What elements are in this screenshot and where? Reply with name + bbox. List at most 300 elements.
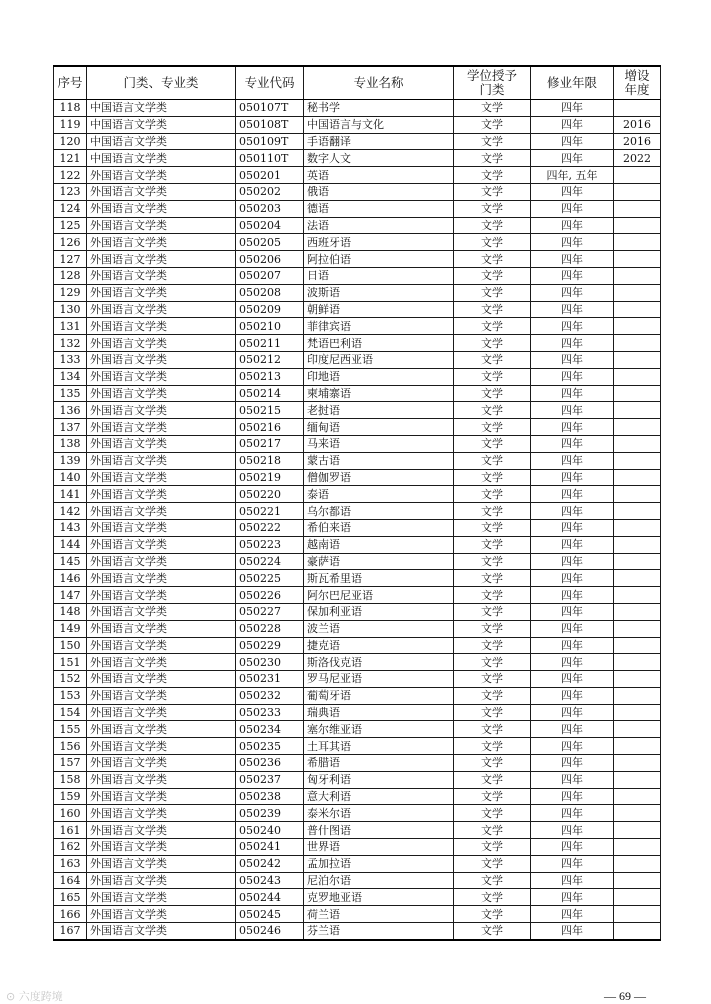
table-row <box>54 351 661 368</box>
cell-code: 050211 <box>236 335 304 352</box>
cell-seq: 145 <box>54 553 87 570</box>
cell-name: 荷兰语 <box>304 906 454 923</box>
cell-code: 050208 <box>236 284 304 301</box>
cell-category: 外国语言文学类 <box>87 671 236 688</box>
cell-name: 越南语 <box>304 536 454 553</box>
cell-category: 外国语言文学类 <box>87 419 236 436</box>
cell-name: 印地语 <box>304 368 454 385</box>
cell-duration: 四年 <box>531 822 614 839</box>
cell-code: 050231 <box>236 671 304 688</box>
header-year <box>614 66 661 100</box>
cell-degree: 文学 <box>454 469 531 486</box>
cell-code: 050224 <box>236 553 304 570</box>
cell-year <box>614 553 661 570</box>
cell-code: 050221 <box>236 503 304 520</box>
cell-name: 豪萨语 <box>304 553 454 570</box>
table-row <box>54 133 661 150</box>
cell-duration: 四年 <box>531 150 614 167</box>
cell-category: 外国语言文学类 <box>87 267 236 284</box>
cell-seq: 135 <box>54 385 87 402</box>
table-row <box>54 788 661 805</box>
cell-code: 050232 <box>236 687 304 704</box>
cell-degree: 文学 <box>454 637 531 654</box>
cell-year <box>614 855 661 872</box>
cell-category: 外国语言文学类 <box>87 167 236 184</box>
cell-duration: 四年, 五年 <box>531 167 614 184</box>
cell-year <box>614 167 661 184</box>
cell-category: 外国语言文学类 <box>87 301 236 318</box>
cell-category: 外国语言文学类 <box>87 469 236 486</box>
cell-name: 尼泊尔语 <box>304 872 454 889</box>
cell-category: 外国语言文学类 <box>87 704 236 721</box>
cell-name: 斯洛伐克语 <box>304 654 454 671</box>
cell-name: 西班牙语 <box>304 234 454 251</box>
cell-seq: 120 <box>54 133 87 150</box>
cell-year <box>614 301 661 318</box>
cell-seq: 140 <box>54 469 87 486</box>
cell-seq: 157 <box>54 755 87 772</box>
cell-name: 世界语 <box>304 839 454 856</box>
cell-duration: 四年 <box>531 351 614 368</box>
cell-code: 050226 <box>236 587 304 604</box>
cell-seq: 155 <box>54 721 87 738</box>
cell-category: 中国语言文学类 <box>87 150 236 167</box>
cell-degree: 文学 <box>454 587 531 604</box>
cell-code: 050241 <box>236 839 304 856</box>
cell-code: 050223 <box>236 536 304 553</box>
table-body <box>54 100 661 940</box>
table-row <box>54 654 661 671</box>
cell-seq: 134 <box>54 368 87 385</box>
cell-name: 克罗地亚语 <box>304 889 454 906</box>
cell-name: 土耳其语 <box>304 738 454 755</box>
cell-seq: 144 <box>54 536 87 553</box>
table-row <box>54 486 661 503</box>
cell-degree: 文学 <box>454 419 531 436</box>
cell-seq: 118 <box>54 100 87 117</box>
cell-category: 外国语言文学类 <box>87 402 236 419</box>
table-row <box>54 771 661 788</box>
cell-seq: 154 <box>54 704 87 721</box>
header-category: 门类、专业类 <box>87 66 236 100</box>
major-catalog-table <box>53 65 661 941</box>
cell-category: 外国语言文学类 <box>87 839 236 856</box>
table-row <box>54 116 661 133</box>
cell-year <box>614 519 661 536</box>
cell-degree: 文学 <box>454 822 531 839</box>
cell-seq: 164 <box>54 872 87 889</box>
table-row <box>54 469 661 486</box>
cell-degree: 文学 <box>454 217 531 234</box>
cell-seq: 160 <box>54 805 87 822</box>
cell-duration: 四年 <box>531 503 614 520</box>
cell-seq: 138 <box>54 435 87 452</box>
cell-year <box>614 654 661 671</box>
table-row <box>54 150 661 167</box>
cell-year <box>614 704 661 721</box>
cell-duration: 四年 <box>531 704 614 721</box>
table-row <box>54 402 661 419</box>
cell-seq: 139 <box>54 452 87 469</box>
cell-code: 050240 <box>236 822 304 839</box>
cell-code: 050245 <box>236 906 304 923</box>
cell-code: 050107T <box>236 100 304 117</box>
cell-degree: 文学 <box>454 267 531 284</box>
cell-name: 希伯来语 <box>304 519 454 536</box>
table-row <box>54 435 661 452</box>
cell-degree: 文学 <box>454 771 531 788</box>
cell-code: 050219 <box>236 469 304 486</box>
cell-code: 050215 <box>236 402 304 419</box>
cell-code: 050109T <box>236 133 304 150</box>
cell-name: 梵语巴利语 <box>304 335 454 352</box>
cell-duration: 四年 <box>531 419 614 436</box>
cell-name: 柬埔寨语 <box>304 385 454 402</box>
table-row <box>54 234 661 251</box>
cell-duration: 四年 <box>531 637 614 654</box>
cell-degree: 文学 <box>454 872 531 889</box>
cell-seq: 163 <box>54 855 87 872</box>
cell-degree: 文学 <box>454 183 531 200</box>
cell-year <box>614 402 661 419</box>
cell-degree: 文学 <box>454 788 531 805</box>
cell-category: 外国语言文学类 <box>87 654 236 671</box>
cell-seq: 151 <box>54 654 87 671</box>
cell-name: 泰语 <box>304 486 454 503</box>
cell-duration: 四年 <box>531 200 614 217</box>
cell-year <box>614 788 661 805</box>
cell-degree: 文学 <box>454 167 531 184</box>
cell-name: 葡萄牙语 <box>304 687 454 704</box>
cell-seq: 166 <box>54 906 87 923</box>
cell-category: 外国语言文学类 <box>87 553 236 570</box>
cell-year <box>614 200 661 217</box>
header-degree-text: 学位授予门类 <box>466 68 517 97</box>
cell-category: 外国语言文学类 <box>87 738 236 755</box>
cell-name: 保加利亚语 <box>304 603 454 620</box>
table-row <box>54 251 661 268</box>
cell-degree: 文学 <box>454 839 531 856</box>
cell-category: 中国语言文学类 <box>87 100 236 117</box>
cell-category: 中国语言文学类 <box>87 133 236 150</box>
cell-duration: 四年 <box>531 788 614 805</box>
cell-name: 老挝语 <box>304 402 454 419</box>
cell-year <box>614 318 661 335</box>
cell-code: 050216 <box>236 419 304 436</box>
table-row <box>54 671 661 688</box>
cell-code: 050213 <box>236 368 304 385</box>
header-row <box>54 66 661 100</box>
table-row <box>54 167 661 184</box>
cell-seq: 119 <box>54 116 87 133</box>
table-row <box>54 284 661 301</box>
cell-year <box>614 805 661 822</box>
cell-code: 050204 <box>236 217 304 234</box>
cell-category: 中国语言文学类 <box>87 116 236 133</box>
cell-seq: 143 <box>54 519 87 536</box>
cell-category: 外国语言文学类 <box>87 755 236 772</box>
cell-seq: 159 <box>54 788 87 805</box>
cell-degree: 文学 <box>454 452 531 469</box>
cell-category: 外国语言文学类 <box>87 788 236 805</box>
cell-name: 秘书学 <box>304 100 454 117</box>
cell-duration: 四年 <box>531 872 614 889</box>
cell-name: 法语 <box>304 217 454 234</box>
cell-duration: 四年 <box>531 335 614 352</box>
cell-duration: 四年 <box>531 385 614 402</box>
cell-name: 乌尔都语 <box>304 503 454 520</box>
cell-name: 手语翻译 <box>304 133 454 150</box>
cell-degree: 文学 <box>454 620 531 637</box>
cell-seq: 146 <box>54 570 87 587</box>
cell-name: 芬兰语 <box>304 923 454 940</box>
table-row <box>54 603 661 620</box>
header-year-text: 增设年度 <box>624 68 650 97</box>
cell-duration: 四年 <box>531 603 614 620</box>
cell-category: 外国语言文学类 <box>87 889 236 906</box>
table-row <box>54 889 661 906</box>
table-row <box>54 923 661 940</box>
cell-name: 波兰语 <box>304 620 454 637</box>
cell-name: 捷克语 <box>304 637 454 654</box>
cell-year <box>614 839 661 856</box>
header-name: 专业名称 <box>304 66 454 100</box>
cell-seq: 131 <box>54 318 87 335</box>
cell-category: 外国语言文学类 <box>87 771 236 788</box>
cell-seq: 149 <box>54 620 87 637</box>
cell-year <box>614 721 661 738</box>
cell-code: 050235 <box>236 738 304 755</box>
cell-name: 数字人文 <box>304 150 454 167</box>
cell-name: 罗马尼亚语 <box>304 671 454 688</box>
cell-seq: 123 <box>54 183 87 200</box>
cell-year <box>614 671 661 688</box>
cell-category: 外国语言文学类 <box>87 368 236 385</box>
cell-duration: 四年 <box>531 839 614 856</box>
table-row <box>54 267 661 284</box>
cell-degree: 文学 <box>454 150 531 167</box>
cell-degree: 文学 <box>454 855 531 872</box>
cell-category: 外国语言文学类 <box>87 805 236 822</box>
table-row <box>54 503 661 520</box>
cell-degree: 文学 <box>454 671 531 688</box>
cell-year <box>614 603 661 620</box>
cell-code: 050233 <box>236 704 304 721</box>
cell-duration: 四年 <box>531 654 614 671</box>
cell-category: 外国语言文学类 <box>87 536 236 553</box>
cell-code: 050212 <box>236 351 304 368</box>
cell-duration: 四年 <box>531 805 614 822</box>
cell-degree: 文学 <box>454 654 531 671</box>
cell-year <box>614 234 661 251</box>
cell-year <box>614 385 661 402</box>
cell-duration: 四年 <box>531 553 614 570</box>
table-row <box>54 855 661 872</box>
cell-name: 波斯语 <box>304 284 454 301</box>
cell-name: 朝鲜语 <box>304 301 454 318</box>
cell-code: 050108T <box>236 116 304 133</box>
table-row <box>54 805 661 822</box>
cell-seq: 125 <box>54 217 87 234</box>
cell-seq: 167 <box>54 923 87 940</box>
cell-duration: 四年 <box>531 402 614 419</box>
cell-seq: 150 <box>54 637 87 654</box>
cell-duration: 四年 <box>531 284 614 301</box>
cell-seq: 137 <box>54 419 87 436</box>
header-duration: 修业年限 <box>531 66 614 100</box>
cell-degree: 文学 <box>454 284 531 301</box>
cell-duration: 四年 <box>531 536 614 553</box>
cell-code: 050243 <box>236 872 304 889</box>
cell-year <box>614 889 661 906</box>
cell-degree: 文学 <box>454 755 531 772</box>
cell-duration: 四年 <box>531 519 614 536</box>
table-row <box>54 587 661 604</box>
cell-name: 僧伽罗语 <box>304 469 454 486</box>
cell-code: 050209 <box>236 301 304 318</box>
cell-seq: 165 <box>54 889 87 906</box>
cell-name: 阿尔巴尼亚语 <box>304 587 454 604</box>
cell-name: 马来语 <box>304 435 454 452</box>
table-row <box>54 553 661 570</box>
cell-seq: 147 <box>54 587 87 604</box>
cell-code: 050230 <box>236 654 304 671</box>
cell-name: 俄语 <box>304 183 454 200</box>
cell-name: 阿拉伯语 <box>304 251 454 268</box>
cell-category: 外国语言文学类 <box>87 637 236 654</box>
cell-name: 日语 <box>304 267 454 284</box>
cell-code: 050110T <box>236 150 304 167</box>
cell-duration: 四年 <box>531 452 614 469</box>
cell-code: 050222 <box>236 519 304 536</box>
cell-duration: 四年 <box>531 183 614 200</box>
cell-code: 050210 <box>236 318 304 335</box>
table-row <box>54 183 661 200</box>
cell-year <box>614 587 661 604</box>
cell-duration: 四年 <box>531 368 614 385</box>
cell-degree: 文学 <box>454 368 531 385</box>
table-row <box>54 872 661 889</box>
table-row <box>54 217 661 234</box>
table-row <box>54 822 661 839</box>
cell-duration: 四年 <box>531 469 614 486</box>
cell-year <box>614 503 661 520</box>
cell-code: 050239 <box>236 805 304 822</box>
cell-year <box>614 251 661 268</box>
cell-code: 050227 <box>236 603 304 620</box>
cell-year <box>614 469 661 486</box>
cell-degree: 文学 <box>454 553 531 570</box>
cell-category: 外国语言文学类 <box>87 923 236 940</box>
cell-degree: 文学 <box>454 503 531 520</box>
cell-category: 外国语言文学类 <box>87 519 236 536</box>
table-row <box>54 301 661 318</box>
cell-degree: 文学 <box>454 100 531 117</box>
table-row <box>54 704 661 721</box>
table-row <box>54 620 661 637</box>
cell-year: 2022 <box>614 150 661 167</box>
cell-code: 050242 <box>236 855 304 872</box>
cell-seq: 158 <box>54 771 87 788</box>
cell-year <box>614 183 661 200</box>
cell-seq: 121 <box>54 150 87 167</box>
cell-year <box>614 755 661 772</box>
cell-category: 外国语言文学类 <box>87 251 236 268</box>
cell-name: 塞尔维亚语 <box>304 721 454 738</box>
cell-code: 050206 <box>236 251 304 268</box>
cell-name: 印度尼西亚语 <box>304 351 454 368</box>
cell-year <box>614 267 661 284</box>
cell-category: 外国语言文学类 <box>87 486 236 503</box>
cell-degree: 文学 <box>454 133 531 150</box>
cell-code: 050229 <box>236 637 304 654</box>
cell-seq: 153 <box>54 687 87 704</box>
cell-year: 2016 <box>614 116 661 133</box>
cell-degree: 文学 <box>454 301 531 318</box>
cell-name: 匈牙利语 <box>304 771 454 788</box>
cell-code: 050236 <box>236 755 304 772</box>
cell-year <box>614 536 661 553</box>
table-row <box>54 100 661 117</box>
cell-year <box>614 570 661 587</box>
table-row <box>54 335 661 352</box>
table-row <box>54 721 661 738</box>
cell-year <box>614 452 661 469</box>
cell-name: 希腊语 <box>304 755 454 772</box>
cell-seq: 133 <box>54 351 87 368</box>
cell-code: 050220 <box>236 486 304 503</box>
cell-category: 外国语言文学类 <box>87 217 236 234</box>
cell-category: 外国语言文学类 <box>87 200 236 217</box>
table-row <box>54 318 661 335</box>
cell-duration: 四年 <box>531 855 614 872</box>
cell-duration: 四年 <box>531 435 614 452</box>
cell-code: 050225 <box>236 570 304 587</box>
cell-seq: 136 <box>54 402 87 419</box>
cell-code: 050244 <box>236 889 304 906</box>
cell-category: 外国语言文学类 <box>87 234 236 251</box>
cell-seq: 132 <box>54 335 87 352</box>
cell-code: 050203 <box>236 200 304 217</box>
cell-duration: 四年 <box>531 234 614 251</box>
cell-degree: 文学 <box>454 200 531 217</box>
cell-code: 050228 <box>236 620 304 637</box>
cell-degree: 文学 <box>454 906 531 923</box>
cell-year <box>614 351 661 368</box>
cell-category: 外国语言文学类 <box>87 570 236 587</box>
cell-code: 050202 <box>236 183 304 200</box>
cell-degree: 文学 <box>454 536 531 553</box>
cell-year <box>614 100 661 117</box>
cell-duration: 四年 <box>531 217 614 234</box>
cell-degree: 文学 <box>454 704 531 721</box>
cell-seq: 130 <box>54 301 87 318</box>
table-row <box>54 839 661 856</box>
cell-duration: 四年 <box>531 486 614 503</box>
cell-category: 外国语言文学类 <box>87 620 236 637</box>
cell-duration: 四年 <box>531 671 614 688</box>
cell-category: 外国语言文学类 <box>87 284 236 301</box>
cell-name: 缅甸语 <box>304 419 454 436</box>
cell-seq: 162 <box>54 839 87 856</box>
table-row <box>54 738 661 755</box>
cell-duration: 四年 <box>531 755 614 772</box>
cell-year <box>614 284 661 301</box>
cell-duration: 四年 <box>531 116 614 133</box>
cell-year: 2016 <box>614 133 661 150</box>
cell-seq: 129 <box>54 284 87 301</box>
cell-category: 外国语言文学类 <box>87 603 236 620</box>
